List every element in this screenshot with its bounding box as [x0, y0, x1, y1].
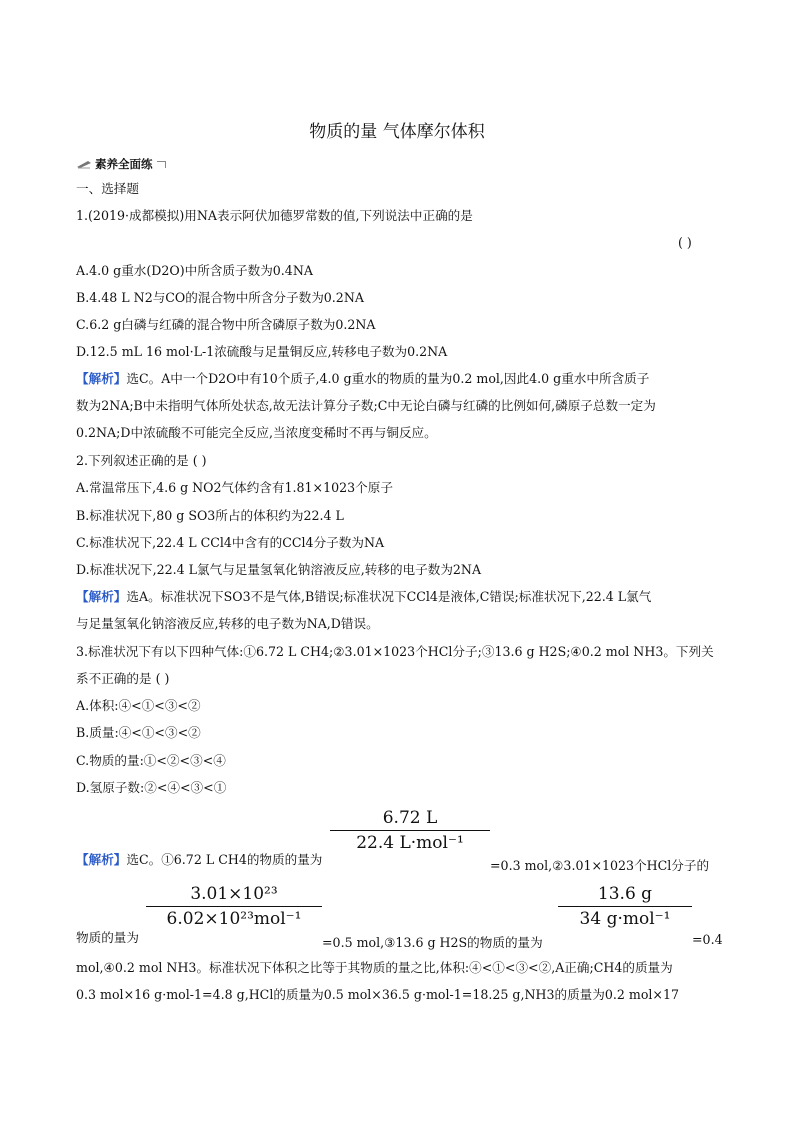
fraction-denominator: 34 g·mol⁻¹ [579, 909, 671, 929]
q1-analysis-text: 选C。A中一个D2O中有10个质子,4.0 g重水的物质的量为0.2 mol,因此4.0 g重水中所含质子 [126, 371, 650, 386]
q3-analysis-line-2a: 物质的量为 [76, 930, 139, 945]
analysis-tag: 【解析】 [76, 852, 127, 867]
section-badge [76, 157, 166, 171]
q2-analysis-text: 选A。标准状况下SO3不是气体,B错误;标准状况下CCl4是液体,C错误;标准状况下,22.4 L氯气 [126, 589, 652, 604]
q1-analysis-line-3: 0.2NA;D中浓硫酸不可能完全反应,当浓度变稀时不再与铜反应。 [76, 425, 437, 440]
q3-analysis-line-2b: =0.5 mol,③13.6 g H2S的物质的量为 [322, 935, 543, 950]
fraction-h2s [558, 882, 692, 931]
q2-option-c: C.标准状况下,22.4 L CCl4中含有的CCl4分子数为NA [76, 535, 385, 550]
analysis-tag: 【解析】 [76, 589, 127, 604]
q3-option-a: A.体积:④<①<③<② [76, 698, 201, 713]
q3-option-b: B.质量:④<①<③<② [76, 725, 201, 740]
section-label: 素养全面练 [95, 157, 153, 171]
q3-analysis-line-1a [76, 852, 322, 868]
fraction-numerator: 13.6 g [597, 884, 653, 904]
pen-icon [76, 159, 92, 169]
q3-stem-line-1: 3.标准状况下有以下四种气体:①6.72 L CH4;②3.01×1023个HCl分子;③13.6 g H2S;④0.2 mol NH3。下列关 [76, 644, 714, 659]
analysis-tag: 【解析】 [76, 371, 127, 386]
q1-stem: 1.(2019·成都模拟)用NA表示阿伏加德罗常数的值,下列说法中正确的是 [76, 208, 473, 223]
q3-analysis-line-1b: =0.3 mol,②3.01×1023个HCl分子的 [490, 858, 710, 873]
q3-option-d: D.氢原子数:②<④<③<① [76, 780, 227, 795]
fraction-hcl [146, 882, 322, 931]
fraction-numerator: 3.01×10²³ [190, 884, 278, 904]
badge-corner-icon [157, 161, 166, 168]
q3-stem-line-2: 系不正确的是 ( ) [76, 671, 170, 686]
q1-answer-paren: ( ) [678, 235, 692, 250]
section-heading: 一、选择题 [76, 181, 139, 196]
fraction-denominator: 22.4 L·mol⁻¹ [356, 833, 464, 853]
q1-option-d: D.12.5 mL 16 mol·L-1浓硫酸与足量铜反应,转移电子数为0.2NA [76, 344, 448, 359]
q1-option-a: A.4.0 g重水(D2O)中所含质子数为0.4NA [76, 263, 313, 278]
q2-option-d: D.标准状况下,22.4 L氯气与足量氢氧化钠溶液反应,转移的电子数为2NA [76, 562, 482, 577]
q3-analysis-line-4: 0.3 mol×16 g·mol-1=4.8 g,HCl的质量为0.5 mol×36.5 g·mol-1=18.25 g,NH3的质量为0.2 mol×17 [76, 987, 680, 1002]
q2-option-b: B.标准状况下,80 g SO3所占的体积约为22.4 L [76, 508, 344, 523]
q1-option-c: C.6.2 g白磷与红磷的混合物中所含磷原子数为0.2NA [76, 317, 376, 332]
q3-analysis-line-2c: =0.4 [692, 932, 723, 947]
q2-stem: 2.下列叙述正确的是 ( ) [76, 453, 207, 468]
fraction-denominator: 6.02×10²³mol⁻¹ [166, 909, 302, 929]
q2-analysis-line-1 [76, 589, 651, 605]
q1-option-b: B.4.48 L N2与CO的混合物中所含分子数为0.2NA [76, 290, 364, 305]
q1-analysis-line-1 [76, 371, 649, 387]
q3-analysis-text: 选C。①6.72 L CH4的物质的量为 [126, 852, 323, 867]
fraction-ch4 [330, 806, 490, 855]
q2-analysis-line-2: 与足量氢氧化钠溶液反应,转移的电子数为NA,D错误。 [76, 616, 379, 631]
q1-analysis-line-2: 数为2NA;B中未指明气体所处状态,故无法计算分子数;C中无论白磷与红磷的比例如何,磷原子总数一定为 [76, 398, 656, 413]
page-title: 物质的量 气体摩尔体积 [309, 122, 485, 142]
q2-option-a: A.常温常压下,4.6 g NO2气体约含有1.81×1023个原子 [76, 480, 393, 495]
q3-analysis-line-3: mol,④0.2 mol NH3。标准状况下体积之比等于其物质的量之比,体积:④<①<③<②,A正确;CH4的质量为 [76, 960, 673, 975]
fraction-numerator: 6.72 L [382, 808, 438, 828]
q3-option-c: C.物质的量:①<②<③<④ [76, 753, 226, 768]
